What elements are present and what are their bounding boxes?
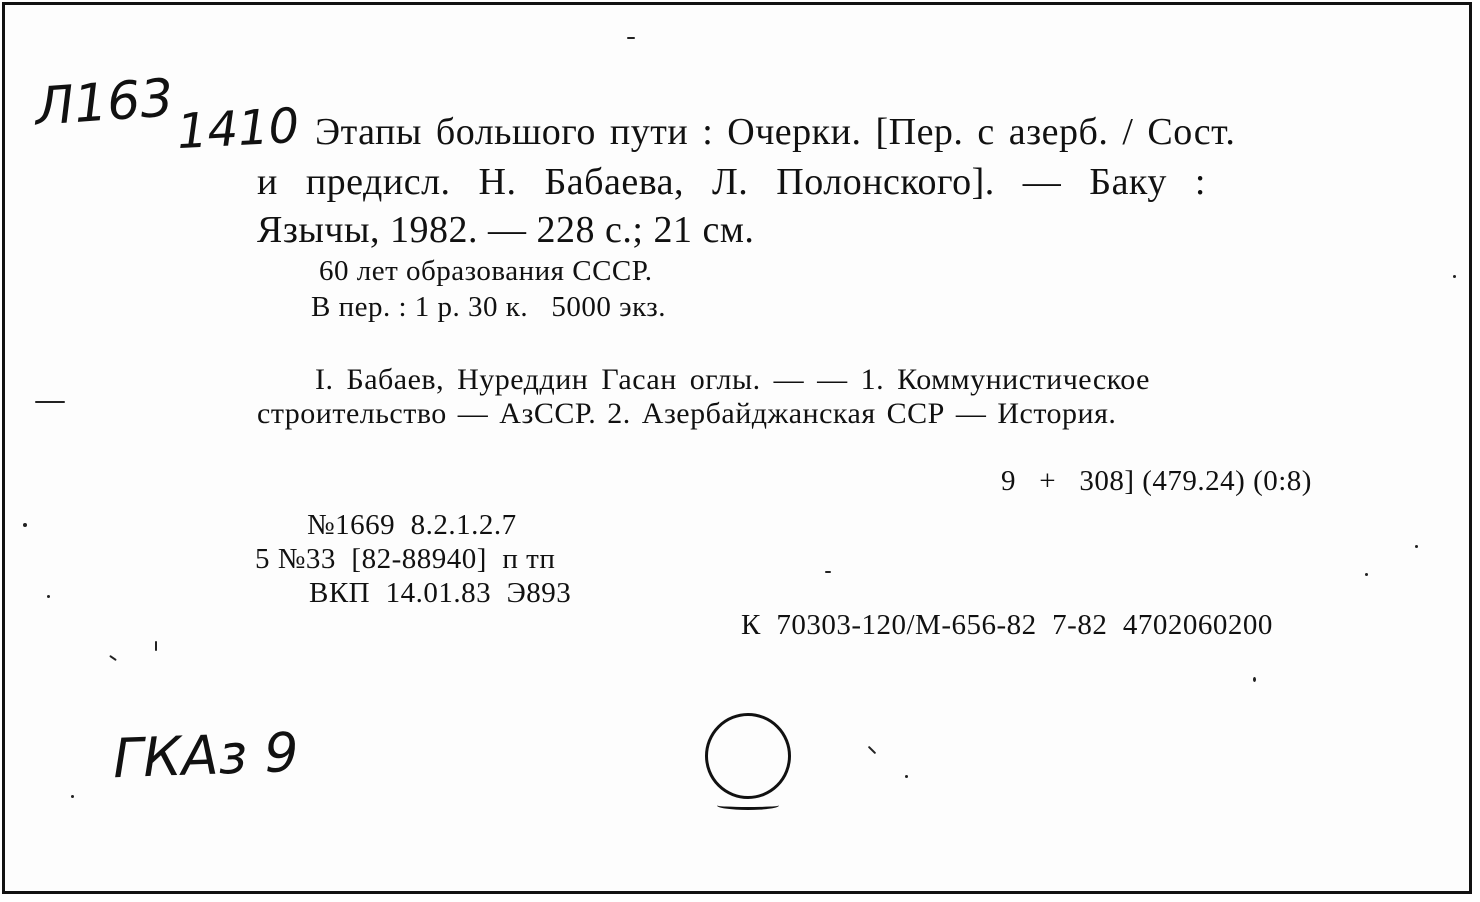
scan-speck [35,401,65,403]
scan-speck [47,595,50,598]
scan-speck [71,795,74,798]
entry-line-2: и предисл. Н. Бабаева, Л. Полонского]. — Баку : [257,161,1206,203]
classification-index: 9 + 308] (479.24) (0:8) [1001,465,1312,497]
card-number-line-1: №1669 8.2.1.2.7 [307,509,517,541]
scan-speck [868,746,876,754]
scan-speck [1365,573,1368,576]
scan-speck [109,655,117,661]
punch-hole-shadow [717,801,779,810]
card-number-line-3: ВКП 14.01.83 Э893 [309,577,572,609]
card-number-line-2: 5 №33 [82-88940] п тп [255,543,556,575]
scan-speck [627,37,635,39]
scan-speck [825,571,831,573]
entry-line-3: Язычы, 1982. — 228 с.; 21 см. [257,209,755,251]
publisher-code: К 70303-120/М-656-82 7-82 4702060200 [741,609,1273,641]
tracings-line-2: строительство — АзССР. 2. Азербайджанская ССР — История. [257,397,1117,430]
handwritten-shelfmark-bottom: ГКАз 9 [111,720,300,791]
scan-speck [23,523,27,527]
catalog-card [2,2,1472,894]
handwritten-number-top: 1410 [175,97,301,161]
scan-speck [1415,545,1418,548]
entry-line-1: Этапы большого пути : Очерки. [Пер. с азерб. / Сост. [315,111,1236,153]
scan-speck [905,775,908,778]
punch-hole [705,713,791,799]
tracings-line-1: I. Бабаев, Нуреддин Гасан оглы. — — 1. Коммунистическое [315,363,1150,396]
scan-speck [1453,275,1456,278]
price-note: В пер. : 1 р. 30 к. 5000 экз. [311,291,666,323]
scan-speck [1253,677,1256,682]
handwritten-shelfmark-top: Л163 [33,68,176,138]
scan-speck [155,641,157,651]
series-note: 60 лет образования СССР. [319,255,653,287]
